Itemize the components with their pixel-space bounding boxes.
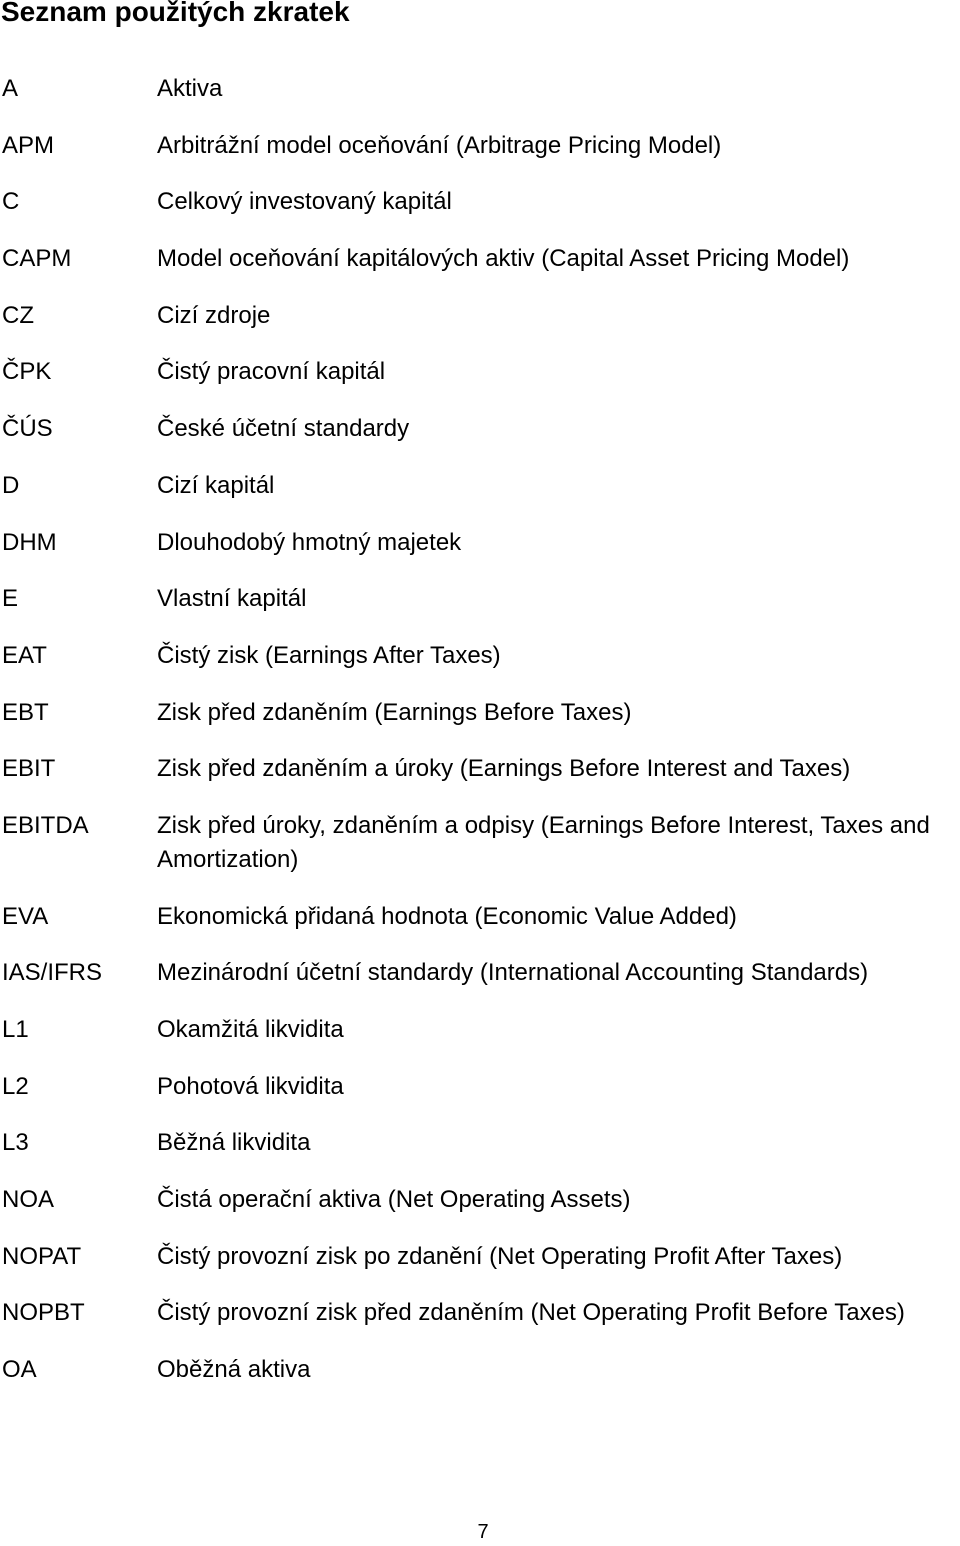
abbreviation-description: Model oceňování kapitálových aktiv (Capital Asset Pricing Model) [157,245,850,273]
abbreviation-term: L1 [2,1016,29,1043]
abbreviation-description: Cizí zdroje [157,301,271,329]
abbreviation-term: ČPK [2,358,52,386]
abbreviation-description: Zisk před zdaněním a úroky (Earnings Before Interest and Taxes) [157,755,851,783]
abbreviation-list [0,72,960,1410]
abbreviation-row [0,900,960,934]
abbreviation-description: Pohotová likvidita [157,1072,344,1100]
abbreviation-description: Dlouhodobý hmotný majetek [157,528,462,556]
abbreviation-term: D [2,471,20,499]
abbreviation-description: Oběžná aktiva [157,1356,311,1384]
abbreviation-description: Okamžitá likvidita [157,1016,344,1043]
abbreviation-term: EVA [2,902,49,930]
abbreviation-term: CZ [2,301,34,329]
abbreviation-term: DHM [2,528,57,556]
abbreviation-description: Arbitrážní model oceňování (Arbitrage Pricing Model) [157,131,722,159]
abbreviation-description: Čistý pracovní kapitál [157,358,386,386]
abbreviation-term: CAPM [2,245,72,273]
abbreviation-description: České účetní standardy [157,415,410,443]
abbreviation-row [0,582,960,616]
abbreviation-term: IAS/IFRS [2,959,103,987]
abbreviation-term: EBIT [2,755,56,783]
abbreviation-description: Vlastní kapitál [157,585,307,613]
abbreviation-row [0,242,960,276]
abbreviation-row [0,752,960,786]
abbreviation-term: EBITDA [2,811,89,839]
abbreviation-description: Čistý zisk (Earnings After Taxes) [157,641,501,669]
abbreviation-term: NOA [2,1186,55,1214]
page-title: Seznam použitých zkratek [1,0,350,27]
abbreviation-term: NOPAT [2,1242,82,1270]
abbreviation-term: APM [2,131,55,159]
abbreviation-row [0,1183,960,1217]
abbreviation-row [0,469,960,503]
abbreviation-term: L3 [2,1129,29,1157]
abbreviation-description: Mezinárodní účetní standardy (International Accounting Standards) [157,959,869,987]
abbreviation-term: L2 [2,1072,29,1100]
abbreviation-description: Zisk před zdaněním (Earnings Before Taxes) [157,698,632,726]
abbreviation-row [0,1240,960,1274]
abbreviation-row [0,72,960,106]
abbreviation-row [0,1013,960,1047]
abbreviation-term: EBT [2,698,49,726]
abbreviation-description: Čistý provozní zisk po zdanění (Net Operating Profit After Taxes) [157,1242,843,1270]
abbreviation-term: ČÚS [2,415,53,443]
abbreviation-row [0,355,960,389]
abbreviation-row [0,956,960,990]
abbreviation-row [0,809,960,877]
abbreviation-description: Zisk před úroky, zdaněním a odpisy (Earnings Before Interest, Taxes and Amortization) [157,811,930,873]
abbreviation-row [0,185,960,219]
abbreviation-row [0,412,960,446]
abbreviation-description: Běžná likvidita [157,1129,311,1157]
abbreviation-row [0,1126,960,1160]
abbreviation-term: A [2,75,19,102]
abbreviation-description: Čistá operační aktiva (Net Operating Assets) [157,1186,631,1214]
abbreviation-description: Cizí kapitál [157,471,275,499]
abbreviation-description: Čistý provozní zisk před zdaněním (Net Operating Profit Before Taxes) [157,1299,905,1327]
abbreviation-term: C [2,188,20,216]
abbreviation-row [0,1070,960,1104]
abbreviation-row [0,696,960,730]
abbreviation-description: Ekonomická přidaná hodnota (Economic Value Added) [157,902,737,930]
abbreviation-row [0,1353,960,1387]
abbreviation-row [0,526,960,560]
page-number: 7 [477,1521,489,1543]
abbreviation-row [0,639,960,673]
abbreviation-term: E [2,585,19,613]
abbreviation-term: EAT [2,641,47,669]
abbreviation-term: OA [2,1356,37,1384]
abbreviation-term: NOPBT [2,1299,85,1327]
abbreviation-description: Celkový investovaný kapitál [157,188,452,216]
abbreviation-description: Aktiva [157,75,223,102]
abbreviation-row [0,129,960,163]
abbreviation-row [0,1296,960,1330]
abbreviation-row [0,299,960,333]
